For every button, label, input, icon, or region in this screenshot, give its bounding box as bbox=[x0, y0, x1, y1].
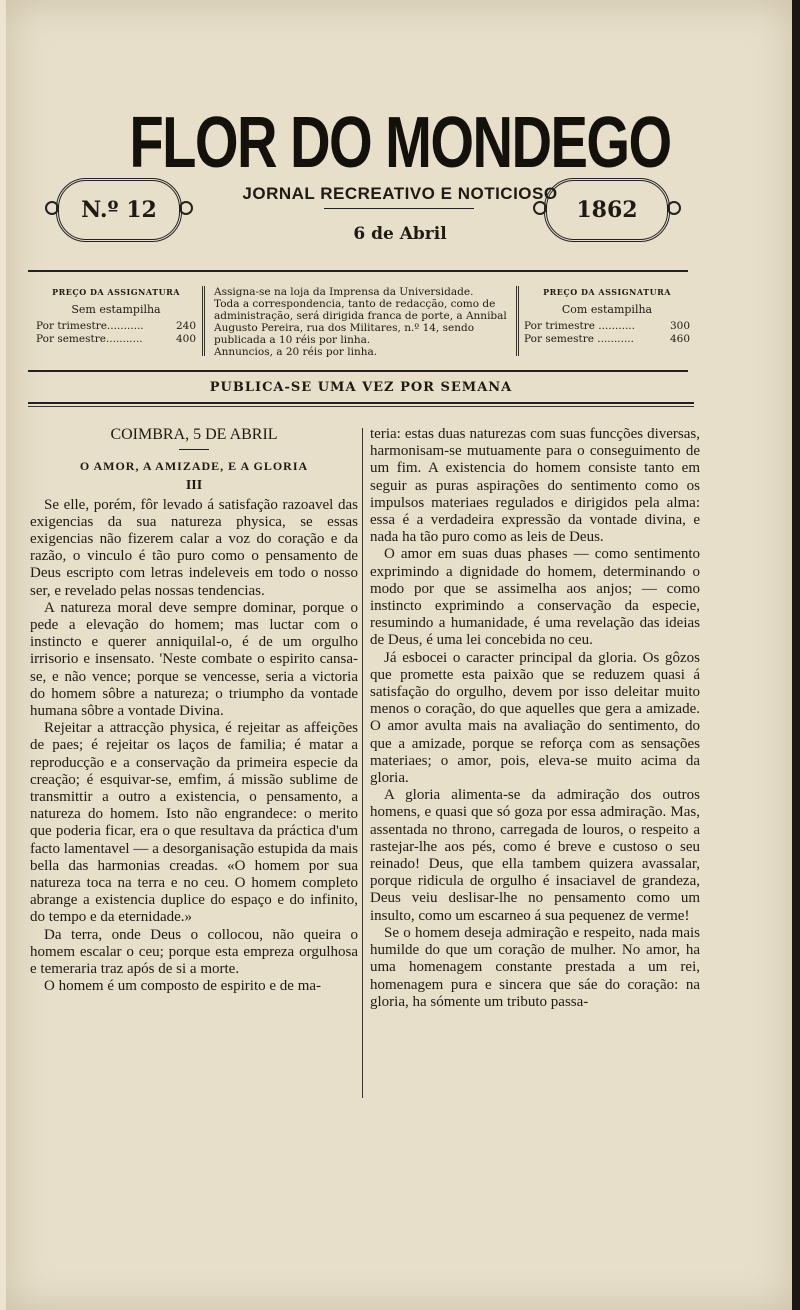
article-paragraph: A natureza moral deve sempre dominar, porque o pede a elevação do homem; mas luctar com o instincto e querer anniquilal-o, é de um orgulho irrisorio e insensato. 'Neste combate o espirito cansa-se, e não vence; porque se vencesse, seria a victoria do homem sôbre a natureza; o triumpho da vontade humana sôbre a vontade Divina. bbox=[30, 599, 358, 720]
column-separator bbox=[362, 428, 363, 1098]
dateline-rule bbox=[179, 449, 209, 450]
page-edge bbox=[792, 0, 800, 1310]
article-paragraph: O homem é um composto de espirito e de ma- bbox=[44, 978, 322, 995]
price-row bbox=[524, 333, 690, 346]
year-badge bbox=[544, 178, 670, 242]
price-value: 460 bbox=[669, 333, 690, 345]
price-label: Por semestre ........... bbox=[524, 333, 634, 345]
price-row bbox=[36, 320, 196, 333]
box-divider bbox=[202, 286, 205, 356]
price-value: 400 bbox=[175, 333, 196, 345]
issue-number: N.º 12 bbox=[81, 197, 157, 223]
frequency-rule-thin bbox=[28, 406, 694, 407]
price-value: 240 bbox=[175, 320, 196, 332]
article-paragraph: Se o homem deseja admiração e respeito, nada mais humilde do que um coração de mulher. No amor, ha uma homenagem constante prestada a um rei, homenagem pura e sincera que sáe do coração: na gloria, ha sómente um tributo passa- bbox=[370, 924, 700, 1010]
header-rule bbox=[28, 270, 688, 272]
article-column-left bbox=[30, 426, 358, 996]
subscription-left-caption: PREÇO DA ASSIGNATURA bbox=[52, 287, 180, 297]
price-label: Por trimestre........... bbox=[36, 320, 144, 332]
article-column-right bbox=[370, 426, 700, 1011]
article-paragraph: Rejeitar a attracção physica, é rejeitar as affeições de paes; é rejeitar os laços de familia; é matar a reproducção e a conservação da primeira especie da creação; é esquivar-se, emfim, á missão sublime de transmittir a outro a existencia, o pensamento, a natureza do homem. Isto não engrandece: o merito que poderia ficar, era o que resultava da práctica d'um facto lamentavel — a desorganisação estupida da mais bella das harmonias creadas. «O homem por sua natureza toca na terra e no ceu. O homem completo abrange a existencia duplice do espaço e do infinito, do tempo e da eternidade.» bbox=[30, 720, 358, 926]
article-paragraph: Da terra, onde Deus o collocou, não queira o homem escalar o ceu; porque esta empreza orgulhosa e temeraria traz após de si a morte. bbox=[30, 926, 358, 978]
issue-date: 6 de Abril bbox=[353, 224, 447, 244]
price-row bbox=[524, 320, 690, 333]
subscription-right-subcaption: Com estampilha bbox=[561, 303, 653, 316]
subscription-right-caption: PREÇO DA ASSIGNATURA bbox=[543, 287, 671, 297]
price-label: Por trimestre ........... bbox=[524, 320, 635, 332]
price-label: Por semestre........... bbox=[36, 333, 143, 345]
box-divider bbox=[516, 286, 519, 356]
newspaper-page bbox=[6, 0, 794, 1310]
subtitle-rule bbox=[324, 208, 474, 209]
price-value: 300 bbox=[669, 320, 690, 332]
issue-number-badge bbox=[56, 178, 182, 242]
subscription-info bbox=[214, 286, 514, 358]
subscription-right bbox=[524, 286, 690, 352]
article-paragraph: O amor em suas duas phases — como sentimento exprimindo a dignidade do homem, determinando o modo por que se assimelha aos anjos; — como instincto exprimindo a conservação da especie, resumindo a humanidade, é uma revelação das ideias de Deus, é uma lei concebida no ceu. bbox=[370, 546, 700, 649]
article-dateline: COIMBRA, 5 DE ABRIL bbox=[110, 426, 278, 443]
subscription-left-subcaption: Sem estampilha bbox=[71, 303, 161, 316]
article-part: III bbox=[185, 478, 203, 494]
article-title: O AMOR, A AMIZADE, E A GLORIA bbox=[79, 459, 309, 474]
article-paragraph: teria: estas duas naturezas com suas funcções diversas, harmonisam-se mutuamente para o conseguimento de um fim. A existencia do homem consiste tanto em seguir as puras aspirações do sentimento como os impulsos materiaes regulados e dirigidos pela alma: essa é a verdadeira expressão da vontade divina, e nada ha tão puro como as leis de Deus. bbox=[370, 426, 700, 546]
publication-frequency: PUBLICA-SE UMA VEZ POR SEMANA bbox=[209, 380, 513, 395]
article-paragraph: Já esbocei o caracter principal da gloria. Os gôzos que promette esta paixão que se reduzem quasi á satisfação do orgulho, devem por isso deleitar muito menos o coração, do que aquelles que gera a amizade. O amor avulta mais na avaliação do sentimento, do que a amizade, porque se reforça com as sensações materiaes; o amor, pois, eleva-se muito acima da gloria. bbox=[370, 649, 700, 787]
info-line: Toda a correspondencia, tanto de redacção, como de administração, será dirigida franca de porte, a Annibal Augusto Pereira, rua dos Militares, n.º 14, sendo publicada a 10 réis por linha. bbox=[214, 298, 507, 346]
subscription-left bbox=[36, 286, 196, 352]
article-paragraph: Se elle, porém, fôr levado á satisfação razoavel das exigencias da sua natureza physica, se essas exigencias não fizerem calar a voz do coração e da razão, o vinculo é tão puro como o pensamento de Deus escripto com letras indeleveis em todo o nosso ser, e revelado pelas nossas tendencias. bbox=[30, 496, 358, 599]
masthead-subtitle: JORNAL RECREATIVO E NOTICIOSO bbox=[242, 184, 558, 203]
frequency-rule-bottom bbox=[28, 402, 694, 404]
info-line: Annuncios, a 20 réis por linha. bbox=[214, 346, 378, 358]
info-line: Assigna-se na loja da Imprensa da Universidade. bbox=[214, 286, 474, 298]
frequency-rule-top bbox=[28, 370, 688, 372]
masthead-title: FLOR DO MONDEGO bbox=[129, 103, 671, 183]
article-paragraph: A gloria alimenta-se da admiração dos outros homens, e quasi que só goza por essa admiração. Mas, assentada no throno, carregada de louros, o respeito a rastejar-lhe aos pés, como é breve e custoso o seu reinado! Deus, que ella tambem quizera avassalar, porque ridicula de orgulho é insaciavel de grandeza, Deus veiu deslisar-lhe no pensamento como um insulto, como um escarneo á sua pequenez de verme! bbox=[370, 787, 700, 924]
issue-year: 1862 bbox=[576, 197, 638, 223]
price-row bbox=[36, 333, 196, 346]
